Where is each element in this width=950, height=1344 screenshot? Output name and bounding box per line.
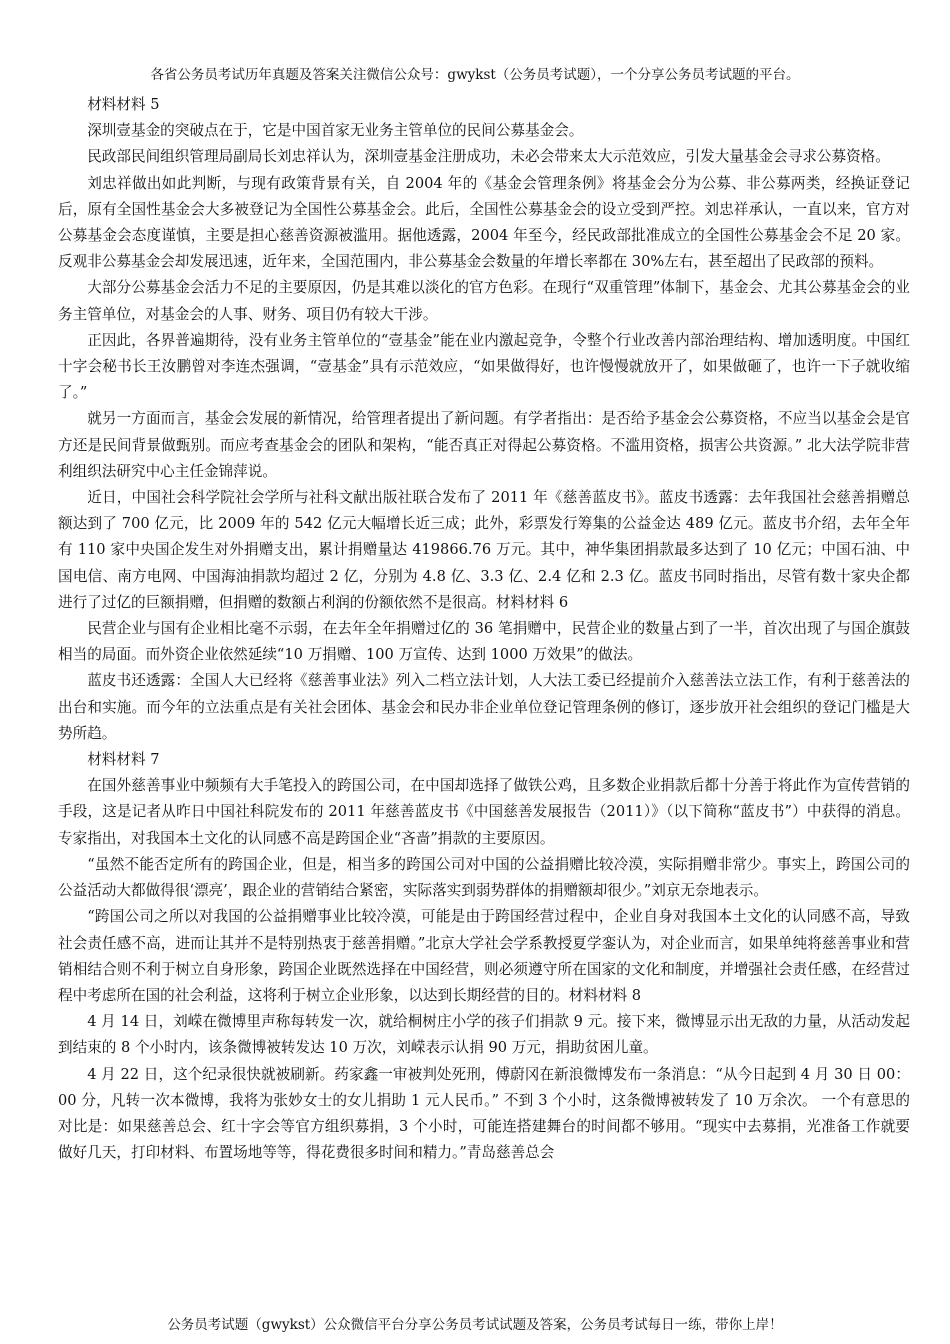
paragraph: 深圳壹基金的突破点在于，它是中国首家无业务主管单位的民间公募基金会。	[87, 122, 584, 140]
paragraph: 民营企业与国有企业相比毫不示弱，在去年全年捐赠过亿的 36 笔捐赠中，民营企业的数量占到了一半，首次出现了与国企旗鼓相当的局面。而外资企业依然延续“10 万捐赠、100 万宣传、达到 1000 万效果”的做法。	[58, 620, 910, 664]
paragraph: 4 月 22 日，这个纪录很快就被刷新。药家鑫一审被判处死刑，傅蔚冈在新浪微博发布一条消息：“从今日起到 4 月 30 日 00：00 分，凡转一次本微博，我将为张妙女士的女儿捐助 1 元人民币。” 不到 3 个小时，这条微博被转发了 10 万余次。 一个有意思的对比是：如果慈善总会、红十字会等官方组织募捐，3 个小时，可能连搭建舞台的时间都不够用。“现实中去募捐，光准备工作就要做好几天，打印材料、布置场地等等，得花费很多时间和精力。”青岛慈善总会	[58, 1065, 910, 1162]
section-heading-7: 材料材料 7	[87, 751, 160, 769]
paragraph: “虽然不能否定所有的跨国企业，但是，相当多的跨国公司对中国的公益捐赠比较冷漠，实际捐赠非常少。事实上，跨国公司的公益活动大都做得很‘漂亮’，跟企业的营销结合紧密，实际落实到弱势群体的捐赠额却很少。”刘京无奈地表示。	[58, 855, 910, 900]
page-footer: 公务员考试题（gwykst）公众微信平台分享公务员考试试题及答案，公务员考试每日一练，带你上岸！	[167, 1317, 783, 1333]
paragraph: 蓝皮书还透露：全国人大已经将《慈善事业法》列入二档立法计划，人大法工委已经提前介入慈善法立法工作，有利于慈善法的出台和实施。而今年的立法重点是有关社会团体、基金会和民办非企业单位登记管理条例的修订，逐步放开社会组织的登记门槛是大势所趋。	[58, 672, 910, 742]
paragraph: 近日，中国社会科学院社会学所与社科文献出版社联合发布了 2011 年《慈善蓝皮书》。蓝皮书透露：去年我国社会慈善捐赠总额达到了 700 亿元，比 2009 年的 542 亿元大幅增长近三成；此外，彩票发行筹集的公益金达 489 亿元。蓝皮书介绍，去年全年有 110 家中央国企发生对外捐赠支出，累计捐赠量达 419866.76 万元。其中，神华集团捐款最多达到了 10 亿元；中国石油、中国电信、南方电网、中国海油捐款均超过 2 亿，分别为 4.8 亿、3.3 亿、2.4 亿和 2.3 亿。蓝皮书同时指出，尽管有数十家央企都进行了过亿的巨额捐赠，但捐赠的数额占利润的份额依然不是很高。材料材料 6	[58, 489, 910, 611]
paragraph: 正因此，各界普遍期待，没有业务主管单位的“壹基金”能在业内激起竞争，令整个行业改善内部治理结构、增加透明度。中国红十字会秘书长王汝鹏曾对李连杰强调，“壹基金”具有示范效应，“如果做得好，也许慢慢就放开了，如果做砸了，也许一下子就收缩了。”	[58, 331, 910, 402]
paragraph: 大部分公募基金会活力不足的主要原因，仍是其难以淡化的官方色彩。在现行“双重管理”体制下，基金会、尤其公募基金会的业务主管单位，对基金会的人事、财务、项目仍有较大干涉。	[58, 279, 910, 323]
section-heading-5: 材料材料 5	[87, 96, 160, 113]
paragraph: 在国外慈善事业中频频有大手笔投入的跨国公司，在中国却选择了做铁公鸡，且多数企业捐款后都十分善于将此作为宣传营销的手段，这是记者从昨日中国社科院发布的 2011 年慈善蓝皮书《中国慈善发展报告（2011）》（以下简称“蓝皮书”）中获得的消息。专家指出，对我国本土文化的认同感不高是跨国企业“吝啬”捐款的主要原因。	[58, 777, 910, 847]
paragraph: 民政部民间组织管理局副局长刘忠祥认为，深圳壹基金注册成功，未必会带来太大示范效应，引发大量基金会寻求公募资格。	[87, 148, 890, 166]
paragraph: 4 月 14 日，刘嵘在微博里声称每转发一次，就给桐树庄小学的孩子们捐款 9 元。接下来，微博显示出无敌的力量，从活动发起到结束的 8 个小时内，该条微博被转发达 10 万次，刘嵘表示认捐 90 万元，捐助贫困儿童。	[58, 1013, 910, 1057]
paragraph: 刘忠祥做出如此判断，与现有政策背景有关，自 2004 年的《基金会管理条例》将基金会分为公募、非公募两类，经换证登记后，原有全国性基金会大多被登记为全国性公募基金会。此后，全国性公募基金会的设立受到严控。刘忠祥承认，一直以来，官方对公募基金会态度谨慎，主要是担心慈善资源被滥用。据他透露，2004 年至今，经民政部批准成立的全国性公募基金会不足 20 家。反观非公募基金会却发展迅速，近年来，全国范围内，非公募基金会数量的年增长率都在 30%左右，甚至超出了民政部的预料。	[58, 174, 910, 271]
page-header: 各省公务员考试历年真题及答案关注微信公众号：gwykst（公务员考试题），一个分享公务员考试题的平台。	[150, 67, 800, 83]
paragraph: “跨国公司之所以对我国的公益捐赠事业比较冷漠，可能是由于跨国经营过程中，企业自身对我国本土文化的认同感不高，导致社会责任感不高，进而让其并不是特别热衷于慈善捐赠。”北京大学社会学系教授夏学銮认为，对企业而言，如果单纯将慈善事业和营销相结合则不利于树立自身形象，跨国企业既然选择在中国经营，则必须遵守所在国家的文化和制度，并增强社会责任感，在经营过程中考虑所在国的社会利益，这将利于树立企业形象，以达到长期经营的目的。材料材料 8	[58, 908, 910, 1004]
paragraph: 就另一方面而言，基金会发展的新情况，给管理者提出了新问题。有学者指出：是否给予基金会公募资格，不应当以基金会是官方还是民间背景做甄别。而应考查基金会的团队和架构，“能否真正对得起公募资格。不滥用资格，损害公共资源。” 北大法学院非营利组织法研究中心主任金锦萍说。	[58, 410, 910, 480]
document-body	[58, 92, 910, 1166]
